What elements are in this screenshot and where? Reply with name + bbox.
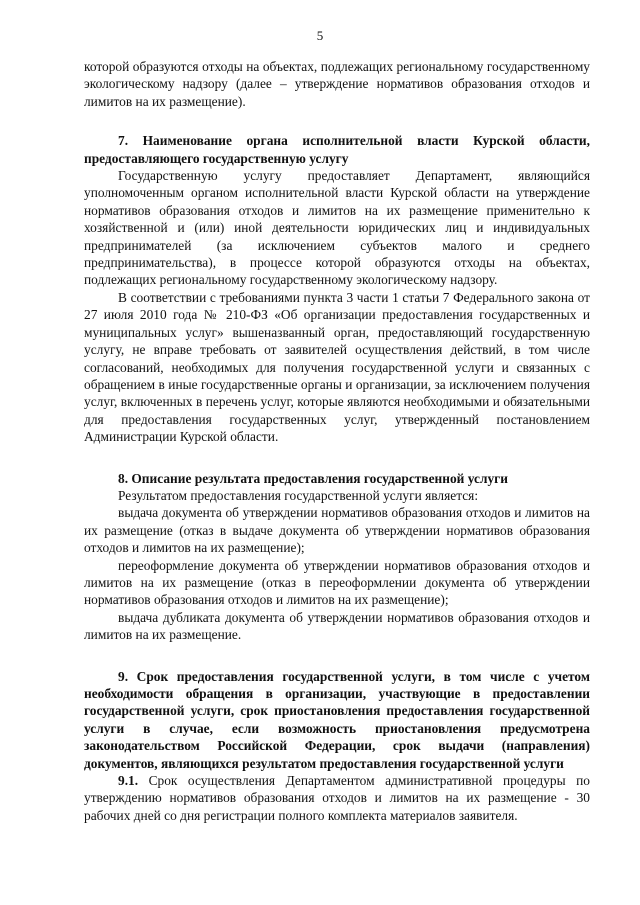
section-7-paragraph-1: Государственную услугу предоставляет Департамент, являющийся уполномоченным органом исполнительной власти Курской области на утверждение нормативов образования отходов и лимитов на их размещение применительно к хозяйственной и (или) иной деятельности юридических лиц и индивидуальных предпринимателей (за исключением субъектов малого и среднего предпринимательства), в процессе которой образуются отходы на объектах, подлежащих региональному государственному экологическому надзору. [84, 168, 590, 288]
section-9-1-number: 9.1. [118, 773, 139, 789]
document-body [84, 58, 590, 824]
section-8-title: 8. Описание результата предоставления государственной услуги [118, 470, 508, 486]
section-9-1-paragraph [84, 772, 590, 824]
section-8 [84, 470, 590, 644]
section-8-paragraph-2: выдача документа об утверждении нормативов образования отходов и лимитов на их размещение (отказ в выдаче документа об утверждении нормативов образования отходов и лимитов на их размещение); [84, 505, 590, 556]
section-8-paragraph-3: переоформление документа об утверждении нормативов образования отходов и лимитов на их размещение (отказ в переоформлении документа об утверждении нормативов образования отходов и лимитов на их размещение); [84, 557, 590, 608]
section-7 [84, 132, 590, 445]
section-7-title: 7. Наименование органа исполнительной власти Курской области, предоставляющего государственную услугу [84, 133, 590, 166]
section-9-title: 9. Срок предоставления государственной услуги, в том числе с учетом необходимости обращения в организации, участвующие в предоставлении государственной услуги, срок приостановления предоставления государственной услуги в случае, если возможность приостановления предусмотрена законодательством Российской Федерации, срок выдачи (направления) документов, являющихся результатом предоставления государственной услуги [84, 668, 590, 771]
page-number: 5 [316, 28, 324, 43]
section-7-paragraph-2: В соответствии с требованиями пункта 3 части 1 статьи 7 Федерального закона от 27 июля 2010 года № 210-ФЗ «Об организации предоставления государственных и муниципальных услуг» вышеназванный орган, предоставляющий государственную услугу, не вправе требовать от заявителей осуществления действий, в том числе согласований, необходимых для получения государственной услуги и связанных с обращением в иные государственные органы и организации, за исключением получения услуг, включенных в перечень услуг, которые являются необходимыми и обязательными для предоставления государственных услуг, утвержденный постановлением Администрации Курской области. [84, 289, 590, 445]
section-9-1-text: Срок осуществления Департаментом административной процедуры по утверждению нормативов образования отходов и лимитов на их размещение - 30 рабочих дней со дня регистрации полного комплекта материалов заявителя. [84, 773, 590, 823]
section-8-paragraph-4: выдача дубликата документа об утверждении нормативов образования отходов и лимитов на их размещение. [84, 609, 590, 643]
section-8-paragraph-1: Результатом предоставления государственной услуги является: [118, 487, 479, 503]
section-9 [84, 668, 590, 825]
intro-paragraph: которой образуются отходы на объектах, подлежащих региональному государственному экологическому надзору (далее – утверждение нормативов образования отходов и лимитов на их размещение). [84, 59, 590, 109]
